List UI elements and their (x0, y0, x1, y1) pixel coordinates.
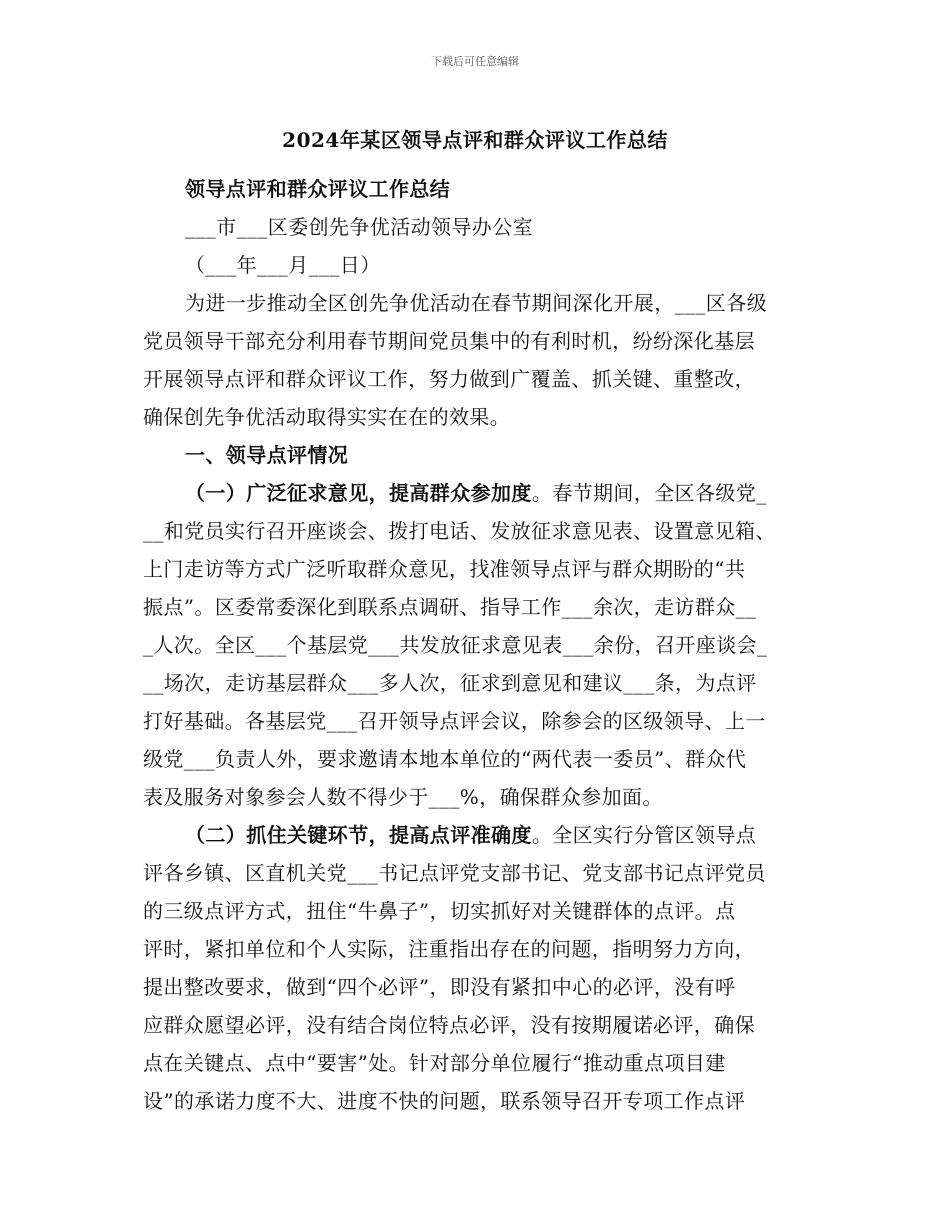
paragraph-line: 打好基础。各基层党___召开领导点评会议，除参会的区级领导、上一 (143, 709, 766, 733)
header-note: 下载后可任意编辑 (431, 55, 519, 68)
paragraph-first-line (143, 816, 813, 854)
paragraph-line: 的三级点评方式，扭住“牛鼻子”，切实抓好对关键群体的点评。点 (143, 899, 736, 923)
paragraph-line: 点在关键点、点中“要害”处。针对部分单位履行“推动重点项目建 (143, 1051, 726, 1075)
document-body (143, 170, 813, 1120)
paragraph-line: __场次，走访基层群众___多人次，征求到意见和建议___条，为点评 (143, 671, 757, 695)
paragraph-line: 上门走访等方式广泛听取群众意见，找准领导点评与群众期盼的“共 (143, 557, 746, 581)
paragraph-line: 表及服务对象参会人数不得少于___%，确保群众参加面。 (143, 785, 663, 809)
section-heading: 一、领导点评情况 (185, 443, 349, 467)
paragraph-line: 应群众愿望必评，没有结合岗位特点必评，没有按期履诺必评，确保 (143, 1013, 755, 1037)
paragraph-line: 提出整改要求，做到“四个必评”，即没有紧扣中心的必评，没有呼 (143, 975, 736, 999)
paragraph-heading: （一）广泛征求意见，提高群众参加度 (185, 481, 532, 505)
paragraph-line: 评各乡镇、区直机关党___书记点评党支部书记、党支部书记点评党员 (143, 861, 766, 885)
intro-line: 党员领导干部充分利用春节期间党员集中的有利时机，纷纷深化基层 (143, 329, 755, 353)
paragraph-text: 。春节期间，全区各级党_ (531, 481, 767, 505)
intro-line: 为进一步推动全区创先争优活动在春节期间深化开展，___区各级 (185, 291, 767, 315)
paragraph-first-line (143, 474, 813, 512)
intro-line: 开展领导点评和群众评议工作，努力做到广覆盖、抓关键、重整改， (143, 367, 755, 391)
paragraph-heading: （二）抓住关键环节，提高点评准确度 (185, 823, 532, 847)
paragraph-line: __和党员实行召开座谈会、拨打电话、发放征求意见表、设置意见箱、 (143, 519, 776, 543)
intro-line: 确保创先争优活动取得实实在在的效果。 (143, 405, 511, 429)
paragraph-line: 设”的承诺力度不大、进度不快的问题，联系领导召开专项工作点评 (143, 1089, 746, 1113)
paragraph-line: 评时，紧扣单位和个人实际，注重指出存在的问题，指明努力方向， (143, 937, 755, 961)
date-line: （___年___月___日） (185, 253, 381, 277)
paragraph-line: 级党___负责人外，要求邀请本地本单位的“两代表一委员”、群众代 (143, 747, 747, 771)
paragraph-line: _人次。全区___个基层党___共发放征求意见表___余份，召开座谈会_ (143, 633, 768, 657)
document-title: 2024年某区领导点评和群众评议工作总结 (282, 128, 668, 152)
paragraph-text: 。全区实行分管区领导点 (531, 823, 757, 847)
org-line: ___市___区委创先争优活动领导办公室 (185, 215, 533, 239)
subtitle: 领导点评和群众评议工作总结 (185, 177, 451, 201)
paragraph-line: 振点”。区委常委深化到联系点调研、指导工作___余次，走访群众__ (143, 595, 757, 619)
